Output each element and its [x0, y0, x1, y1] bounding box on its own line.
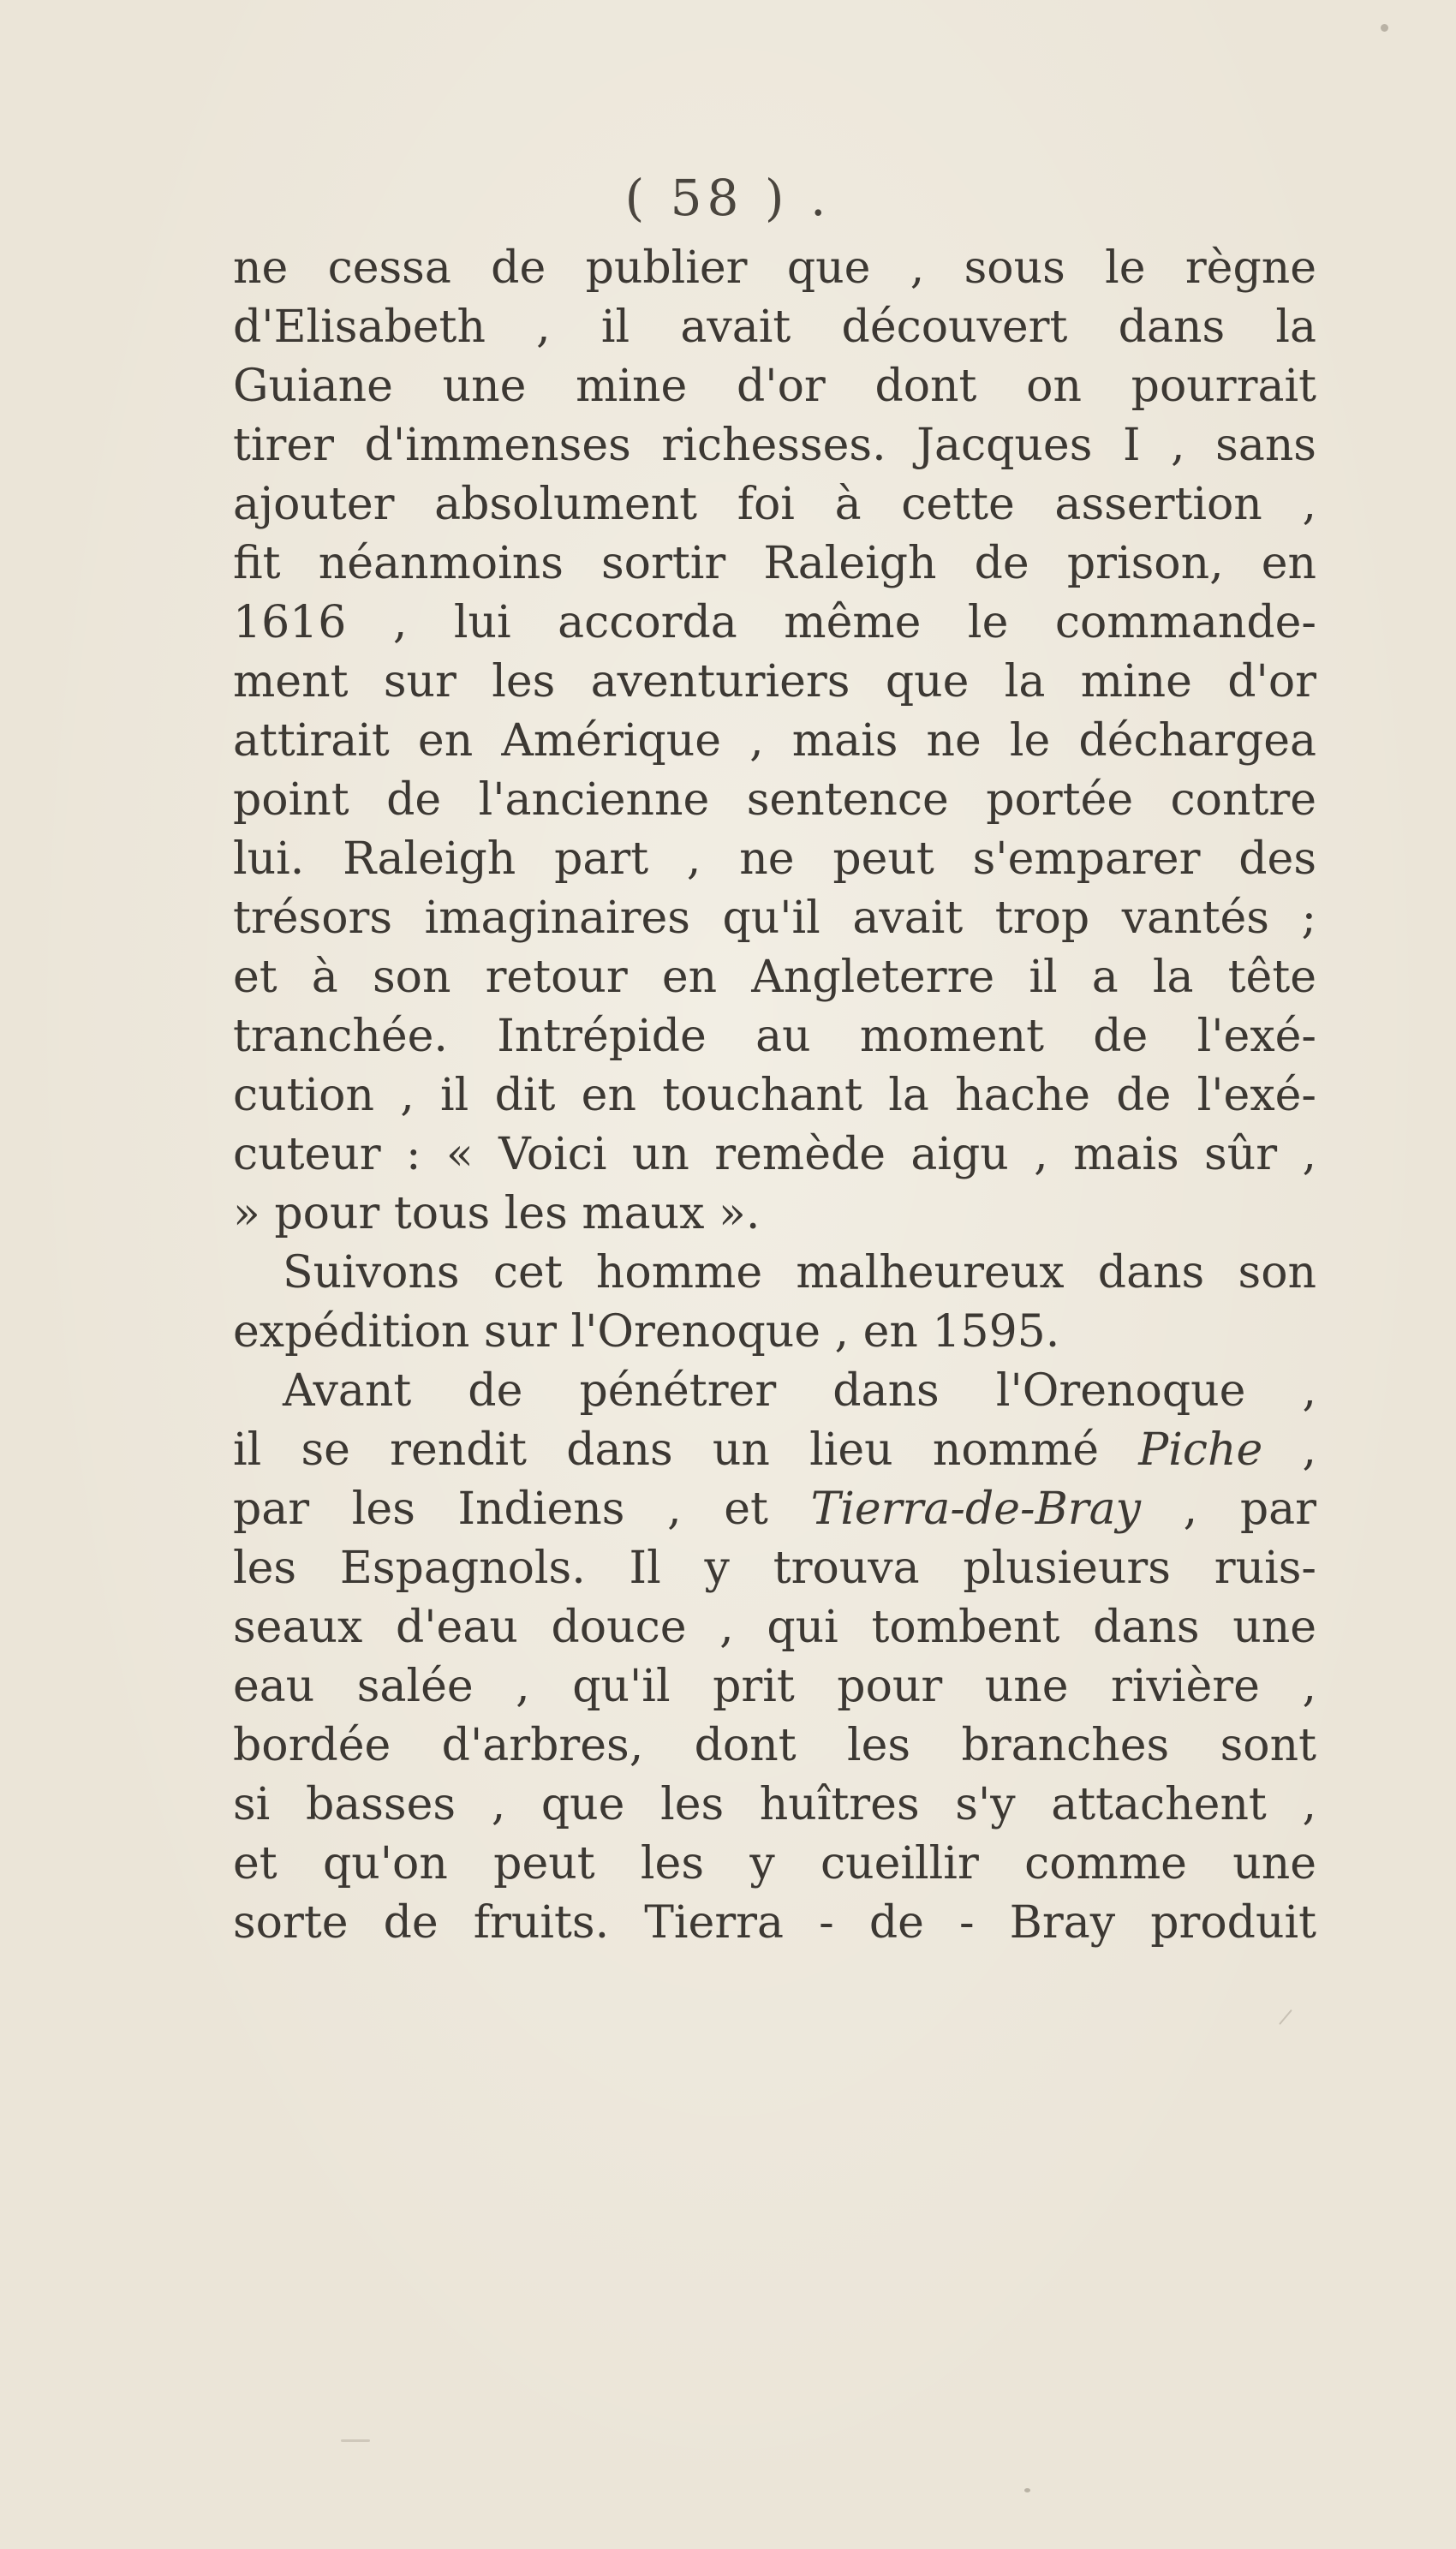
text-line — [233, 1425, 1316, 1475]
text-line: seaux d'eau douce , qui tombent dans une — [233, 1603, 1316, 1652]
text-line: les Espagnols. Il y trouva plusieurs ruis- — [233, 1543, 1316, 1593]
text-line: eau salée , qu'il prit pour une rivière , — [233, 1662, 1316, 1711]
paper-speck — [1279, 2009, 1292, 2025]
paper-speck — [1024, 2488, 1030, 2492]
text-line: d'Elisabeth , il avait découvert dans la — [233, 302, 1316, 352]
text-line: Guiane une mine d'or dont on pourrait — [233, 361, 1316, 411]
text-line — [233, 1484, 1316, 1534]
place-name-italic: Tierra-de-Bray — [810, 1484, 1142, 1534]
text-line: cuteur : « Voici un remède aigu , mais sûr , — [233, 1130, 1316, 1179]
text-line: bordée d'arbres, dont les branches sont — [233, 1721, 1316, 1770]
text-line: ajouter absolument foi à cette assertion , — [233, 480, 1316, 529]
text-line: attirait en Amérique , mais ne le déchargea — [233, 716, 1316, 766]
text-line: tirer d'immenses richesses. Jacques I , sans — [233, 421, 1316, 470]
text-line: et à son retour en Angleterre il a la tête — [233, 952, 1316, 1002]
text-line: fit néanmoins sortir Raleigh de prison, en — [233, 539, 1316, 588]
paper-speck — [1381, 24, 1388, 32]
text-span: il se rendit dans un lieu nommé — [233, 1425, 1139, 1475]
text-line: expédition sur l'Orenoque , en 1595. — [233, 1307, 1060, 1357]
text-line: 1616 , lui accorda même le commande- — [233, 598, 1316, 648]
text-line: trésors imaginaires qu'il avait trop vantés ; — [233, 893, 1316, 943]
text-span: , par — [1141, 1484, 1316, 1534]
text-line: tranchée. Intrépide au moment de l'exé- — [233, 1012, 1316, 1061]
page-number: ( 58 ) . — [624, 169, 832, 227]
text-line: sorte de fruits. Tierra - de - Bray produit — [233, 1898, 1316, 1948]
text-span: par les Indiens , et — [233, 1484, 811, 1534]
text-line: ne cessa de publier que , sous le règne — [233, 243, 1316, 293]
text-line: cution , il dit en touchant la hache de l'exé- — [233, 1071, 1316, 1120]
text-line: Avant de pénétrer dans l'Orenoque , — [283, 1366, 1316, 1416]
text-line: » pour tous les maux ». — [233, 1189, 761, 1239]
text-line: si basses , que les huîtres s'y attachent , — [233, 1780, 1316, 1830]
text-line: et qu'on peut les y cueillir comme une — [233, 1839, 1316, 1889]
text-span: , — [1262, 1425, 1316, 1475]
text-line: ment sur les aventuriers que la mine d'or — [233, 657, 1316, 707]
text-line: lui. Raleigh part , ne peut s'emparer des — [233, 834, 1316, 884]
text-line: Suivons cet homme malheureux dans son — [283, 1248, 1316, 1298]
body-text — [233, 243, 1316, 1957]
text-line: point de l'ancienne sentence portée contre — [233, 775, 1316, 825]
paper-speck — [341, 2439, 370, 2442]
place-name-italic: Piche — [1138, 1425, 1263, 1475]
